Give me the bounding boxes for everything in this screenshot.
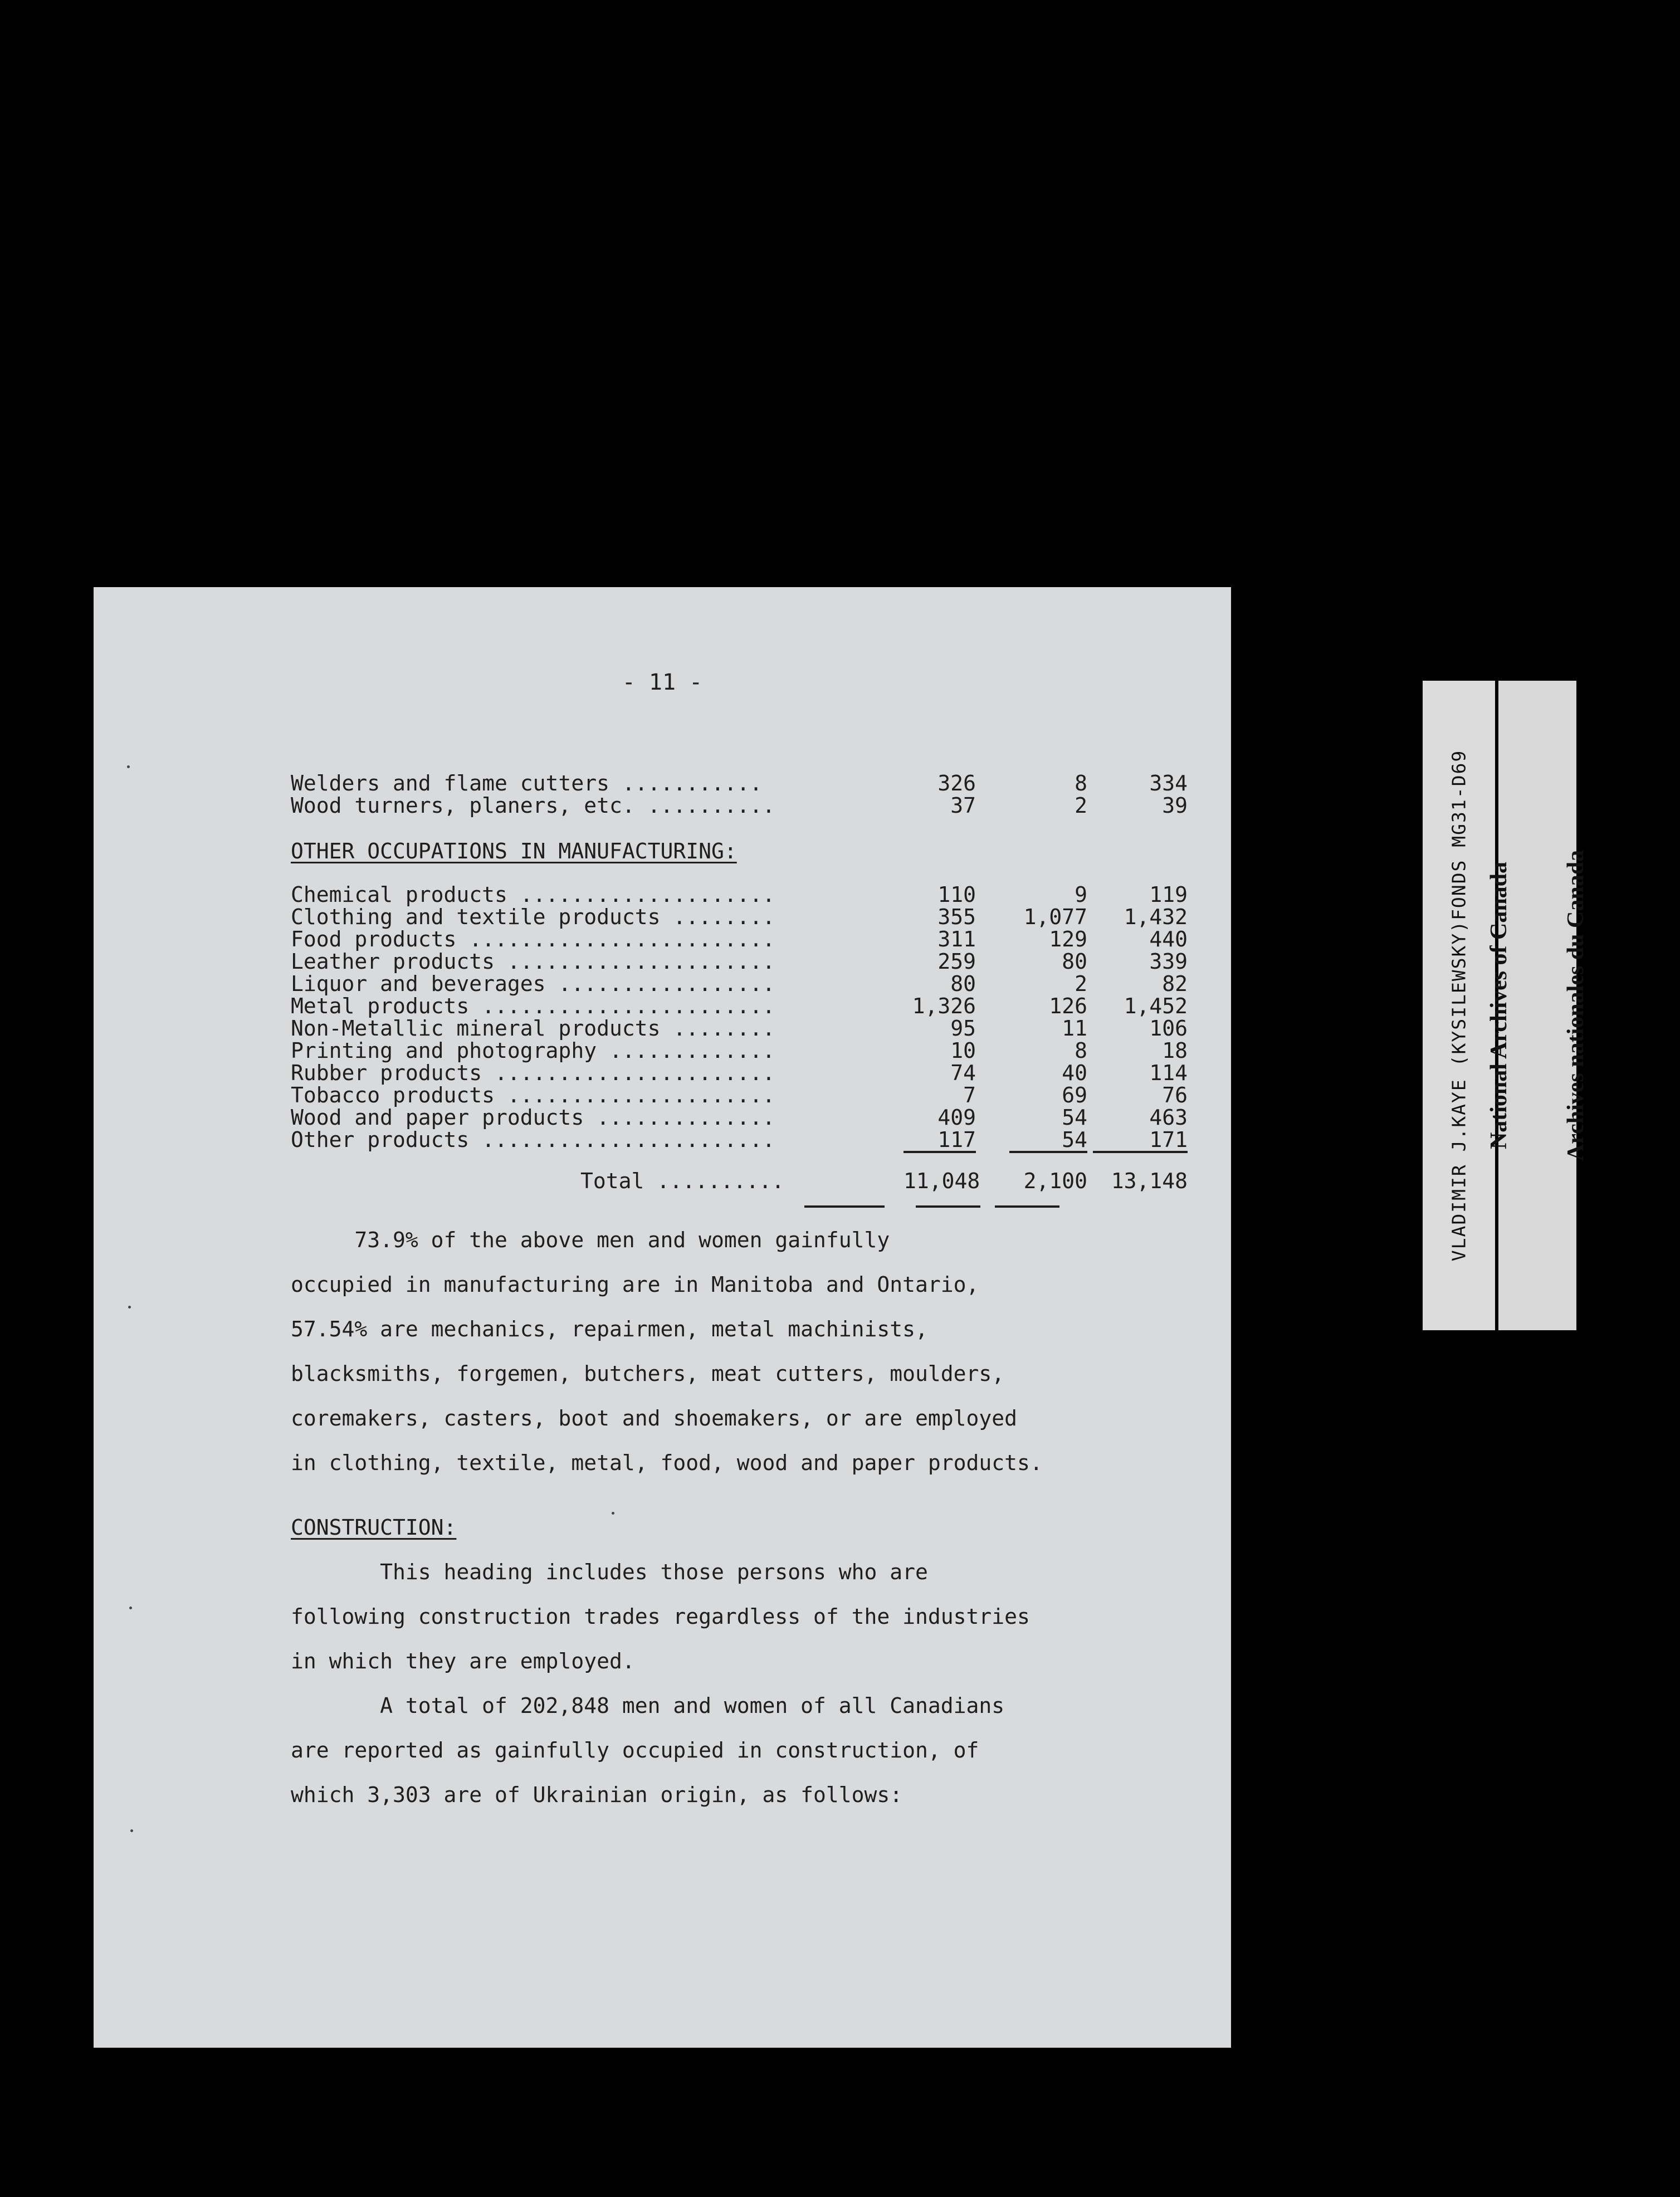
row-value-men: 95 — [950, 1016, 976, 1041]
row-label: Clothing and textile products ........ — [291, 905, 775, 929]
total-rule — [995, 1205, 1059, 1208]
row-label: Leather products ..................... — [291, 949, 775, 974]
row-value-men: 37 — [950, 793, 976, 818]
total-men: 11,048 — [904, 1169, 980, 1193]
paragraph-line: 57.54% are mechanics, repairmen, metal machinists, — [291, 1317, 928, 1341]
table-row — [291, 771, 1188, 795]
scan-speck — [612, 1512, 614, 1515]
row-value-women: 2 — [1075, 793, 1087, 818]
row-label: Chemical products .................... — [291, 882, 775, 907]
row-value-women: 126 — [1049, 994, 1087, 1018]
row-value-total: 334 — [1149, 771, 1188, 795]
total-rule — [804, 1205, 885, 1208]
archives-label-en: National Archives of Canada — [1486, 861, 1512, 1150]
row-value-men: 74 — [950, 1061, 976, 1085]
table-row — [291, 927, 1188, 951]
fonds-label: VLADIMIR J.KAYE (KYSILEWSKY)FONDS MG31-D69 — [1448, 749, 1470, 1262]
row-value-total: 82 — [1162, 971, 1188, 996]
row-label: Non-Metallic mineral products ........ — [291, 1016, 775, 1041]
paragraph-line: coremakers, casters, boot and shoemakers, or are employed — [291, 1406, 1018, 1431]
document-page — [94, 587, 1231, 2048]
paragraph-line: 73.9% of the above men and women gainfully — [291, 1228, 890, 1252]
row-label: Liquor and beverages ................. — [291, 971, 775, 996]
row-value-women: 69 — [1062, 1083, 1087, 1107]
scan-speck — [129, 1607, 132, 1609]
row-label: Printing and photography ............. — [291, 1038, 775, 1063]
paragraph-line: which 3,303 are of Ukrainian origin, as follows: — [291, 1783, 903, 1807]
row-value-men: 110 — [937, 882, 976, 907]
row-value-total: 76 — [1162, 1083, 1188, 1107]
table-row — [291, 882, 1188, 907]
row-value-total: 339 — [1149, 949, 1188, 974]
row-value-women: 40 — [1062, 1061, 1087, 1085]
row-label: Food products ........................ — [291, 927, 775, 951]
paragraph-line: This heading includes those persons who are — [291, 1560, 928, 1584]
row-label: Tobacco products ..................... — [291, 1083, 775, 1107]
row-value-total: 1,452 — [1124, 994, 1188, 1018]
row-value-total: 440 — [1149, 927, 1188, 951]
archives-label-strip — [1486, 681, 1589, 1330]
table-row — [291, 949, 1188, 974]
row-value-women: 54 — [1009, 1129, 1087, 1153]
row-label: Rubber products ...................... — [291, 1061, 775, 1085]
table-row — [291, 1038, 1188, 1063]
row-value-total: 18 — [1162, 1038, 1188, 1063]
row-label: Other products ....................... — [291, 1127, 775, 1152]
section-heading-text: OTHER OCCUPATIONS IN MANUFACTURING: — [291, 839, 737, 863]
row-value-total: 106 — [1149, 1016, 1188, 1041]
row-value-men: 10 — [950, 1038, 976, 1063]
scan-speck — [128, 1306, 131, 1309]
row-value-men: 1,326 — [912, 994, 976, 1018]
paragraph-line: are reported as gainfully occupied in construction, of — [291, 1738, 979, 1763]
table-row — [291, 1105, 1188, 1130]
row-value-total: 114 — [1149, 1061, 1188, 1085]
paragraph-line: A total of 202,848 men and women of all Canadians — [291, 1693, 1005, 1718]
row-value-men: 80 — [950, 971, 976, 996]
table-row — [291, 1061, 1188, 1085]
scan-speck — [130, 1829, 133, 1832]
page-number: - 11 - — [622, 670, 703, 695]
section-heading-text: CONSTRUCTION: — [291, 1515, 457, 1540]
row-value-total: 1,432 — [1124, 905, 1188, 929]
row-value-women: 54 — [1062, 1105, 1087, 1130]
row-value-men: 326 — [937, 771, 976, 795]
row-value-total: 119 — [1149, 882, 1188, 907]
paragraph-line: in clothing, textile, metal, food, wood and paper products. — [291, 1451, 1043, 1475]
row-label: Welders and flame cutters ........... — [291, 771, 763, 795]
row-value-women: 2 — [1075, 971, 1087, 996]
row-value-men: 117 — [904, 1129, 976, 1153]
table-row — [291, 1127, 1188, 1152]
row-label: Wood turners, planers, etc. .......... — [291, 793, 775, 818]
table-row — [291, 1083, 1188, 1107]
row-value-total: 463 — [1149, 1105, 1188, 1130]
paragraph-line: in which they are employed. — [291, 1649, 635, 1673]
row-label: Metal products ....................... — [291, 994, 775, 1018]
table-row — [291, 971, 1188, 996]
row-value-men: 7 — [963, 1083, 976, 1107]
table-row — [291, 793, 1188, 818]
row-value-women: 129 — [1049, 927, 1087, 951]
archives-label-fr: Archives nationales du Canada — [1563, 849, 1589, 1161]
row-value-women: 8 — [1075, 771, 1087, 795]
section-heading-other-occupations — [291, 839, 737, 863]
row-value-women: 80 — [1062, 949, 1087, 974]
row-value-total: 171 — [1093, 1129, 1188, 1153]
archives-label — [1435, 850, 1640, 1161]
row-value-women: 9 — [1075, 882, 1087, 907]
table-row — [291, 905, 1188, 929]
row-value-men: 409 — [937, 1105, 976, 1130]
row-value-women: 11 — [1062, 1016, 1087, 1041]
table-row — [291, 994, 1188, 1018]
total-women: 2,100 — [1023, 1169, 1087, 1193]
paragraph-line: occupied in manufacturing are in Manitoba and Ontario, — [291, 1272, 979, 1297]
scan-speck — [127, 765, 130, 768]
row-value-men: 259 — [937, 949, 976, 974]
row-value-men: 355 — [937, 905, 976, 929]
table-row — [291, 1016, 1188, 1041]
total-all: 13,148 — [1111, 1169, 1188, 1193]
total-rule — [916, 1205, 980, 1208]
section-heading-construction — [291, 1515, 456, 1540]
row-value-men: 311 — [937, 927, 976, 951]
row-value-women: 1,077 — [1023, 905, 1087, 929]
paragraph-line: blacksmiths, forgemen, butchers, meat cutters, moulders, — [291, 1361, 1005, 1386]
total-row — [291, 1169, 1188, 1193]
row-value-women: 8 — [1075, 1038, 1087, 1063]
row-label: Wood and paper products .............. — [291, 1105, 775, 1130]
paragraph-line: following construction trades regardless of the industries — [291, 1604, 1030, 1629]
row-value-total: 39 — [1162, 793, 1188, 818]
total-label: Total .......... — [580, 1169, 785, 1193]
